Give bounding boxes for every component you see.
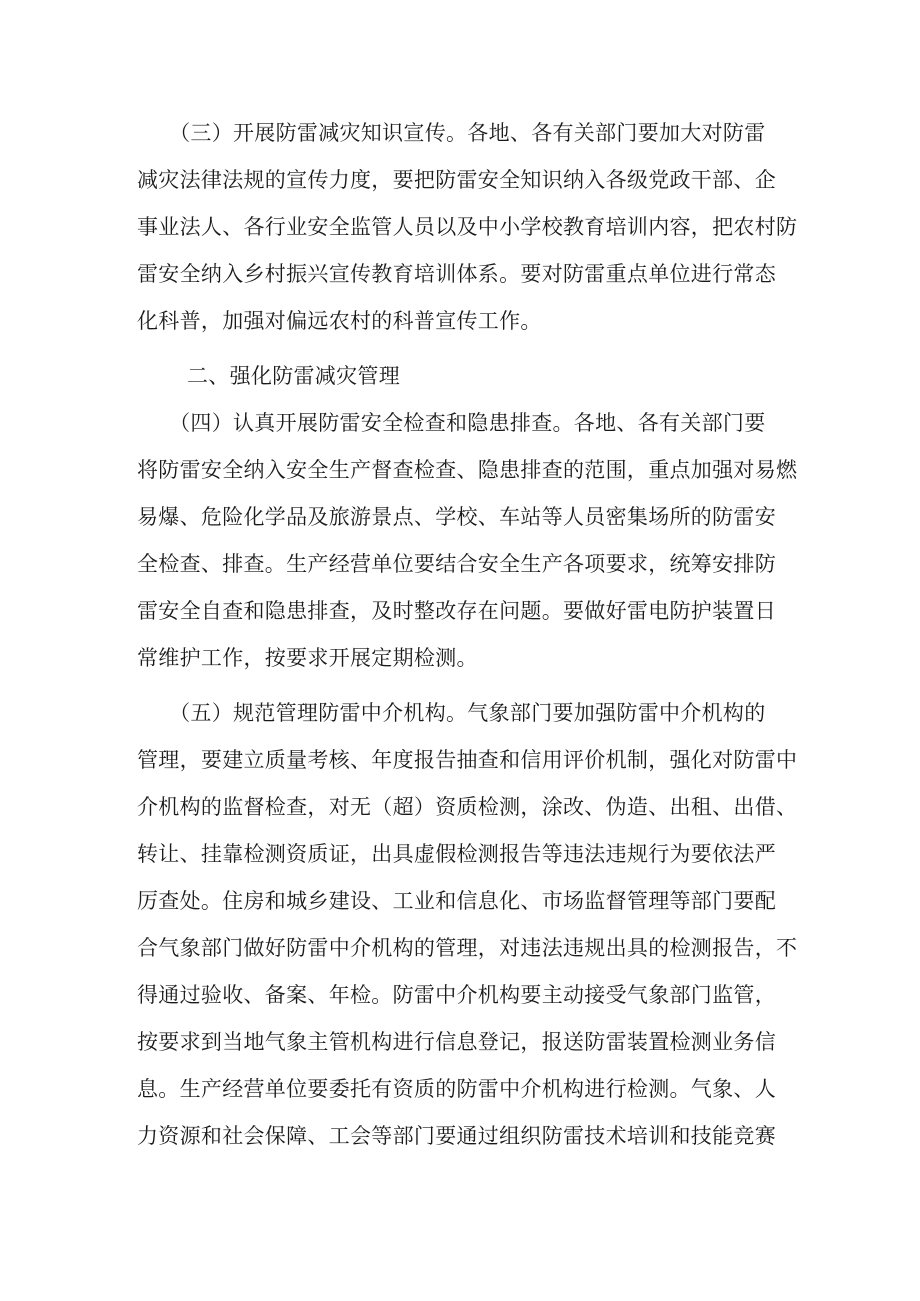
paragraph-3 <box>137 110 797 345</box>
text-line: （五）规范管理防雷中介机构。气象部门要加强防雷中介机构的 <box>137 701 766 725</box>
text-line: 按要求到当地气象主管机构进行信息登记，报送防雷装置检测业务信 <box>137 1030 776 1054</box>
text-line: 力资源和社会保障、工会等部门要通过组织防雷技术培训和技能竞赛 <box>137 1124 776 1148</box>
section-heading-2 <box>137 353 400 400</box>
text-line: 化科普，加强对偏远农村的科普宣传工作。 <box>137 309 542 333</box>
text-line: 得通过验收、备案、年检。防雷中介机构要主动接受气象部门监管， <box>137 983 776 1007</box>
text-line: 常维护工作，按要求开展定期检测。 <box>137 646 478 670</box>
text-line: （四）认真开展防雷安全检查和隐患排查。各地、各有关部门要 <box>137 411 766 435</box>
paragraph-4 <box>137 400 797 682</box>
paragraph-5 <box>137 690 797 1160</box>
text-line: 雷安全自查和隐患排查，及时整改存在问题。要做好雷电防护装置日 <box>137 599 776 623</box>
text-line: 易爆、危险化学品及旅游景点、学校、车站等人员密集场所的防雷安 <box>137 505 776 529</box>
text-line: 介机构的监督检查，对无（超）资质检测，涂改、伪造、出租、出借、 <box>137 795 798 819</box>
text-line: 厉查处。住房和城乡建设、工业和信息化、市场监督管理等部门要配 <box>137 889 776 913</box>
text-line: 减灾法律法规的宣传力度，要把防雷安全知识纳入各级党政干部、企 <box>137 168 776 192</box>
text-line: 管理，要建立质量考核、年度报告抽查和信用评价机制，强化对防雷中 <box>137 748 798 772</box>
text-line: 合气象部门做好防雷中介机构的管理，对违法违规出具的检测报告，不 <box>137 936 798 960</box>
text-line: （三）开展防雷减灾知识宣传。各地、各有关部门要加大对防雷 <box>137 121 766 145</box>
text-line: 雷安全纳入乡村振兴宣传教育培训体系。要对防雷重点单位进行常态 <box>137 262 776 286</box>
text-line: 将防雷安全纳入安全生产督查检查、隐患排查的范围，重点加强对易燃 <box>137 458 798 482</box>
text-line: 转让、挂靠检测资质证，出具虚假检测报告等违法违规行为要依法严 <box>137 842 776 866</box>
text-line: 全检查、排查。生产经营单位要结合安全生产各项要求，统筹安排防 <box>137 552 776 576</box>
text-line: 事业法人、各行业安全监管人员以及中小学校教育培训内容，把农村防 <box>137 215 798 239</box>
section-title: 二、强化防雷减灾管理 <box>187 364 400 388</box>
text-line: 息。生产经营单位要委托有资质的防雷中介机构进行检测。气象、人 <box>137 1077 776 1101</box>
